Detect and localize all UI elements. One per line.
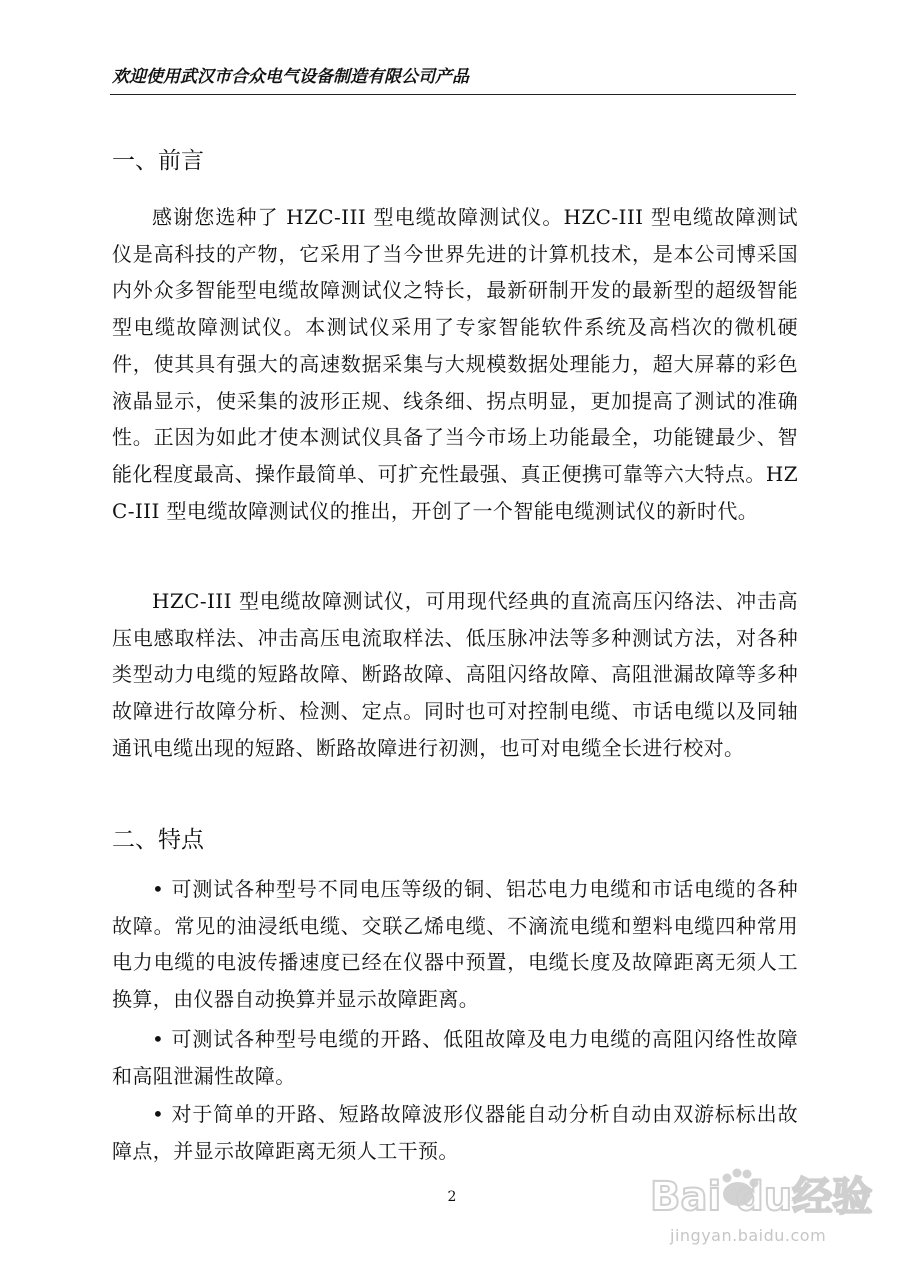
preface-paragraph-1: 感谢您选种了 HZC-III 型电缆故障测试仪。HZC-III 型电缆故障测试仪是高科技的产物，它采用了当今世界先进的计算机技术，是本公司博采国内外众多智能型电缆故障测试仪之特长，最新研制开发的最新型的超级智能型电缆故障测试仪。本测试仪采用了专家智能软件系统及高档次的微机硬件，使其具有强大的高速数据采集与大规模数据处理能力，超大屏幕的彩色液晶显示，使采集的波形正规、线条细、拐点明显，更加提高了测试的准确性。正因为如此才使本测试仪具备了当今市场上功能最全，功能键最少、智能化程度最高、操作最简单、可扩充性最强、真正便携可靠等六大特点。HZC-III 型电缆故障测试仪的推出，开创了一个智能电缆测试仪的新时代。: [112, 205, 798, 523]
page-number: 2: [447, 1189, 457, 1205]
watermark-logo-text: Bai du经验: [650, 1174, 873, 1220]
page-header: 欢迎使用武汉市合众电气设备制造有限公司产品: [112, 67, 469, 87]
header-rule: [110, 94, 796, 95]
baidu-jingyan-watermark: [648, 1154, 878, 1264]
section-heading-features: 二、特点: [112, 827, 204, 853]
watermark-url: jingyan.baidu.com: [670, 1226, 827, 1245]
feature-item-1: • 可测试各种型号不同电压等级的铜、铝芯电力电缆和市话电缆的各种故障。常见的油浸纸电缆、交联乙烯电缆、不滴流电缆和塑料电缆四种常用电力电缆的电波传播速度已经在仪器中预置，电缆长度及故障距离无须人工换算，由仪器自动换算并显示故障距离。: [112, 877, 798, 1012]
feature-item-3: • 对于简单的开路、短路故障波形仪器能自动分析自动由双游标标出故障点，并显示故障距离无须人工干预。: [112, 1102, 798, 1163]
baidu-logo-icon: [648, 1154, 878, 1224]
feature-item-2: • 可测试各种型号电缆的开路、低阻故障及电力电缆的高阻闪络性故障和高阻泄漏性故障。: [112, 1027, 798, 1088]
preface-paragraph-2: HZC-III 型电缆故障测试仪，可用现代经典的直流高压闪络法、冲击高压电感取样法、冲击高压电流取样法、低压脉冲法等多种测试方法，对各种类型动力电缆的短路故障、断路故障、高阻闪络故障、高阻泄漏故障等多种故障进行故障分析、检测、定点。同时也可对控制电缆、市话电缆以及同轴通讯电缆出现的短路、断路故障进行初测，也可对电缆全长进行校对。: [112, 589, 798, 760]
section-heading-preface: 一、前言: [112, 148, 204, 174]
